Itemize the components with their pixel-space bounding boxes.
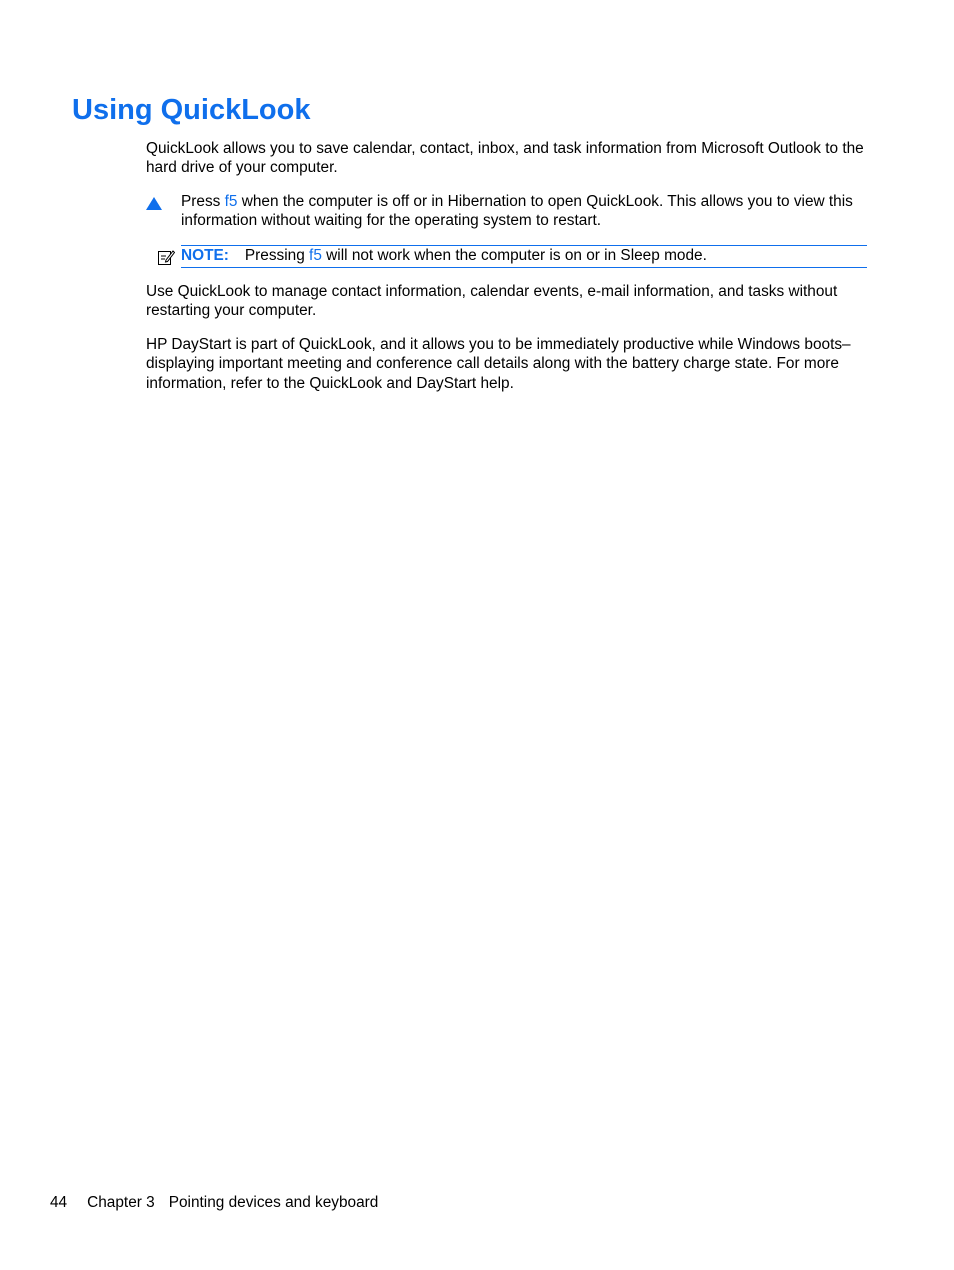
note-box <box>181 245 867 268</box>
triangle-step-icon <box>146 197 162 210</box>
page-number: 44 <box>50 1194 68 1211</box>
note-key-f5: f5 <box>309 247 322 264</box>
note-text-before: Pressing <box>244 247 310 264</box>
page-footer <box>50 1193 378 1212</box>
note-label: NOTE: <box>181 247 229 264</box>
step-text-after: when the computer is off or in Hibernation to open QuickLook. This allows you to view this information without waiting for the operating system to restart. <box>181 193 853 230</box>
note-pencil-icon <box>157 248 175 266</box>
step-text <box>181 192 869 231</box>
note-text <box>181 246 707 265</box>
step-key-f5: f5 <box>224 193 238 210</box>
page-title: Using QuickLook <box>72 94 311 126</box>
body-paragraph: HP DayStart is part of QuickLook, and it allows you to be immediately productive while Windows boots–displaying important meeting and conference call details along with the battery charge state. For more information, refer to the QuickLook and DayStart help. <box>146 336 851 392</box>
body-paragraph: Use QuickLook to manage contact information, calendar events, e-mail information, and tasks without restarting your computer. <box>146 283 838 320</box>
footer-chapter-title: Pointing devices and keyboard <box>168 1194 379 1211</box>
note-text-after: will not work when the computer is on or in Sleep mode. <box>321 247 707 264</box>
footer-chapter: Chapter 3 <box>87 1194 155 1211</box>
step-text-before: Press <box>181 193 225 210</box>
intro-paragraph: QuickLook allows you to save calendar, contact, inbox, and task information from Microsoft Outlook to the hard drive of your computer. <box>146 140 864 177</box>
